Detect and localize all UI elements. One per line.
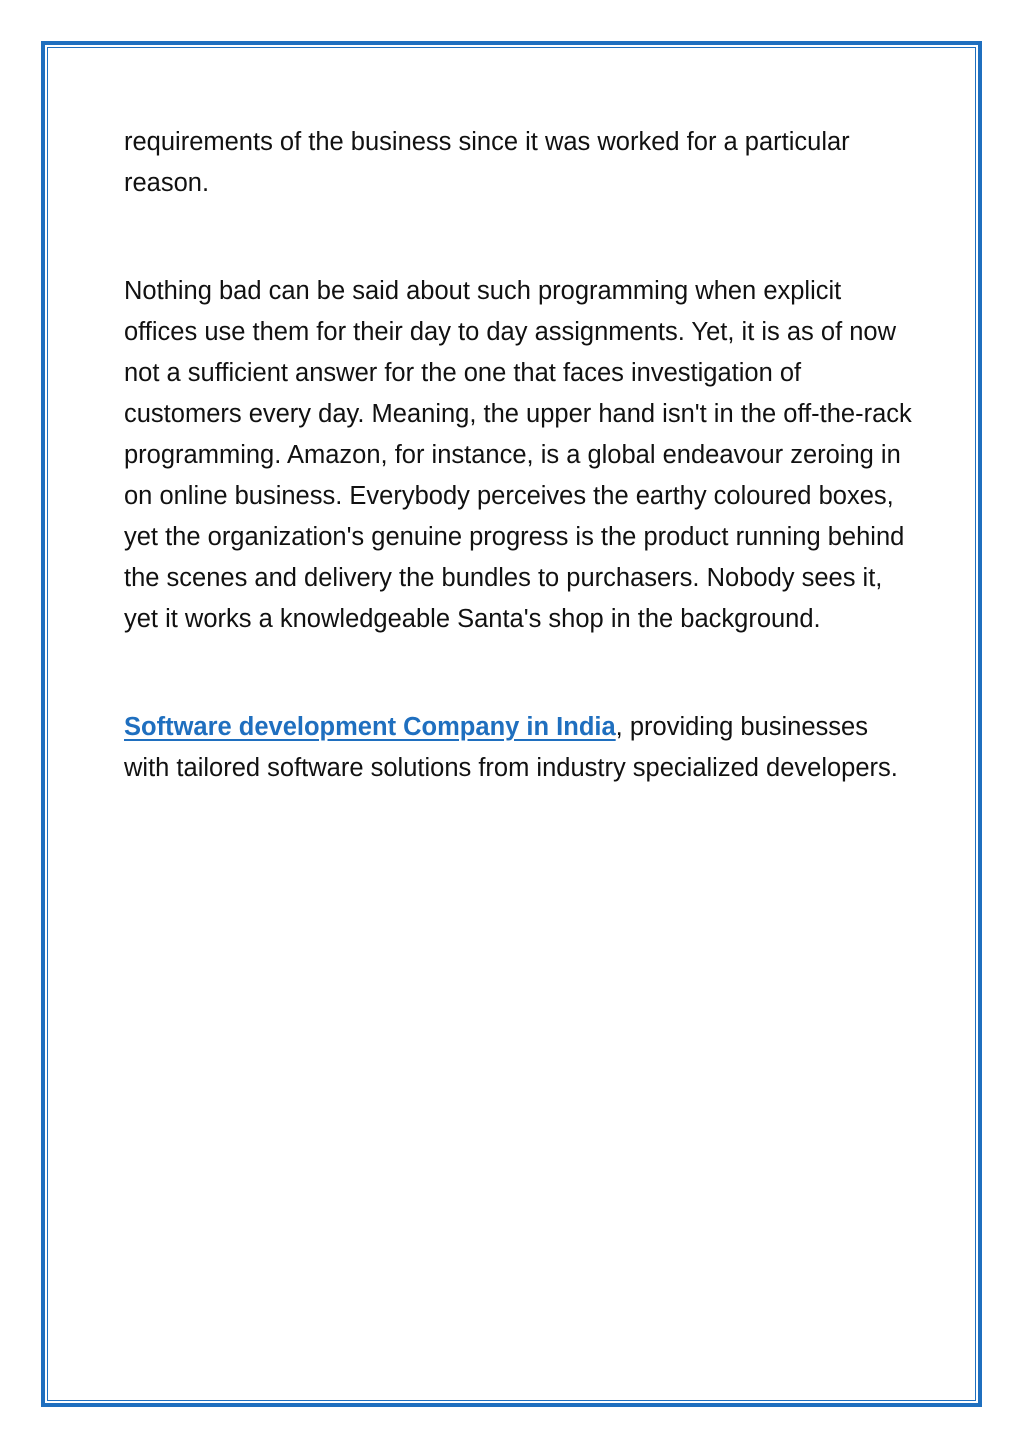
paragraph-programming: Nothing bad can be said about such programming when explicit offices use them for their day to day assignments. Yet, it is as of now not a sufficient answer for the one that faces investigation of customers every day. Meaning, the upper hand isn't in the off-the-rack programming. Amazon, for instance, is a global endeavour zeroing in on online business. Everybody perceives the earthy coloured boxes, yet the organization's genuine progress is the product running behind the scenes and delivery the bundles to purchasers. Nobody sees it, yet it works a knowledgeable Santa's shop in the background. (124, 277, 912, 633)
document-body (124, 122, 914, 856)
paragraph-requirements: requirements of the business since it was worked for a particular reason. (124, 128, 850, 197)
company-description: , providing businesses with tailored software solutions from industry specialized developers. (124, 713, 898, 782)
paragraph-company (124, 707, 914, 789)
company-link[interactable]: Software development Company in India (124, 713, 616, 741)
